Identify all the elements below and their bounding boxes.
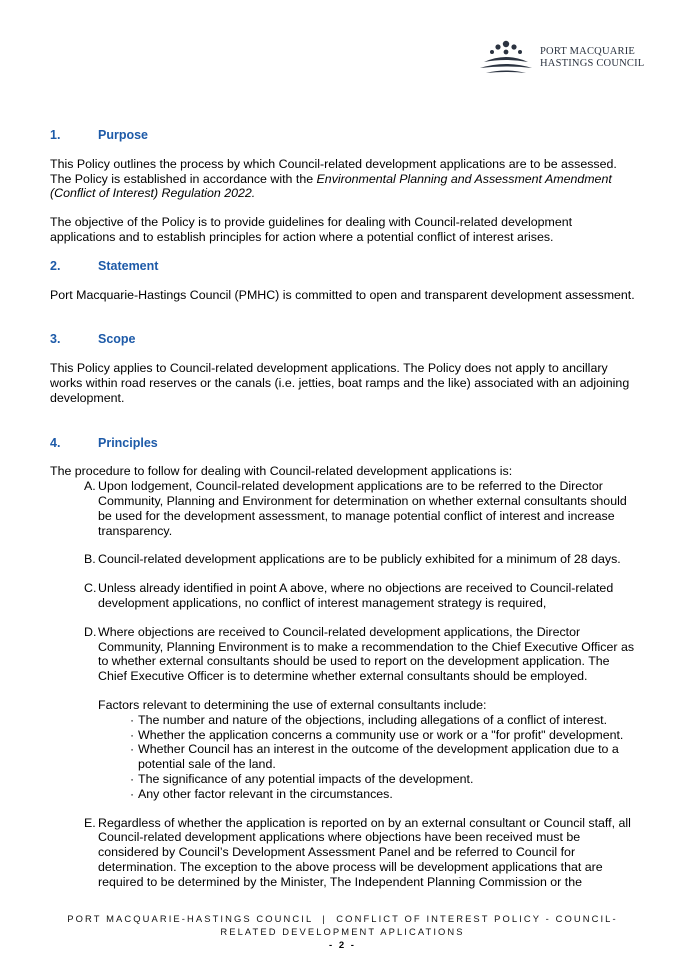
item-letter: E. [84, 815, 96, 830]
logo-line-2: HASTINGS COUNCIL [540, 58, 645, 69]
item-letter: B. [84, 552, 96, 567]
document-body [50, 128, 640, 889]
section-heading-scope [50, 332, 640, 347]
item-letter: A. [84, 479, 96, 494]
page-number: - 2 - [329, 940, 356, 951]
item-text: Where objections are received to Council-related development applications, the Director Community, Planning Environment is to make a recommendation to the Chief Executive Officer as to whether external consultants should be used to report on the development application. The Chief Executive Officer is to determine whether external consultants should be employed. [98, 624, 635, 684]
page-footer [0, 912, 685, 938]
list-item [84, 552, 640, 567]
council-logo-icon [478, 38, 534, 78]
list-item: · The number and nature of the objections, including allegations of a conflict of interest. [130, 712, 608, 727]
purpose-paragraph-1: This Policy outlines the process by which Council-related development applications are to be assessed. The Policy is established in accordance with the Environmental Planning and Assessment Amendment (Conflict of Interest) Regulation 2022. [50, 156, 617, 201]
list-item [84, 625, 640, 684]
section-heading-purpose [50, 128, 640, 143]
section-title: Principles [98, 435, 158, 450]
logo-line-1: PORT MACQUARIE [540, 46, 636, 57]
section-title: Scope [98, 332, 136, 347]
section-title: Statement [98, 258, 159, 273]
list-item: · Whether Council has an interest in the outcome of the development application due to a potential sale of the land. [130, 742, 619, 772]
item-text: Unless already identified in point A above, where no objections are received to Council-related development applications, no conflict of interest management strategy is required, [98, 581, 614, 610]
item-letter: D. [84, 624, 97, 639]
list-item: · Whether the application concerns a community use or work or a "for profit" development. [130, 727, 624, 742]
scope-paragraph: This Policy applies to Council-related development applications. The Policy does not apply to ancillary works within road reserves or the canals (i.e. jetties, boat ramps and the like) associated with an adjoining development. [50, 361, 630, 405]
list-item: · Any other factor relevant in the circumstances. [130, 786, 393, 801]
section-number: 4. [50, 435, 61, 450]
regulation-title: Environmental Planning and Assessment Amendment (Conflict of Interest) Regulation 2022. [50, 171, 612, 201]
list-item [84, 581, 640, 611]
principles-intro: The procedure to follow for dealing with Council-related development applications is: [50, 464, 513, 479]
section-number: 3. [50, 332, 61, 347]
footer-line-1: PORT MACQUARIE-HASTINGS COUNCIL | CONFLICT OF INTEREST POLICY - COUNCIL- [67, 913, 618, 924]
list-item [84, 479, 640, 538]
statement-paragraph: Port Macquarie-Hastings Council (PMHC) is committed to open and transparent development assessment. [50, 287, 635, 302]
item-text: Upon lodgement, Council-related development applications are to be referred to the Director Community, Planning and Environment for determination on whether external consultants should be used for the development assessment, to manage potential conflict of interest and increase transparency. [98, 479, 627, 538]
section-title: Purpose [98, 128, 149, 142]
item-text: Regardless of whether the application is reported on by an external consultant or Council staff, all Council-related development applications where objections have been received must be considered by Council’s Development Assessment Panel and be referred to Council for determination. The exception to the above process will be development applications that are required to be determined by the Minister, The Independent Planning Commission or the [98, 815, 631, 889]
list-item [84, 816, 640, 890]
list-item: · The significance of any potential impacts of the development. [130, 771, 474, 786]
section-heading-statement [50, 259, 640, 274]
footer-line-2: RELATED DEVELOPMENT APLICATIONS [220, 926, 465, 937]
section-number: 1. [50, 128, 61, 142]
item-text: Council-related development applications are to be publicly exhibited for a minimum of 28 days. [98, 552, 621, 567]
council-logo [478, 38, 644, 78]
item-letter: C. [84, 581, 97, 596]
principles-list-continued [84, 816, 640, 890]
factors-intro: Factors relevant to determining the use of external consultants include: [98, 697, 487, 712]
section-number: 2. [50, 258, 61, 273]
principles-list [84, 479, 640, 684]
purpose-paragraph-2: The objective of the Policy is to provide guidelines for dealing with Council-related development applications and to establish principles for action where a potential conflict of interest arises. [50, 215, 573, 244]
section-heading-principles [50, 436, 640, 451]
factors-list [130, 713, 640, 802]
